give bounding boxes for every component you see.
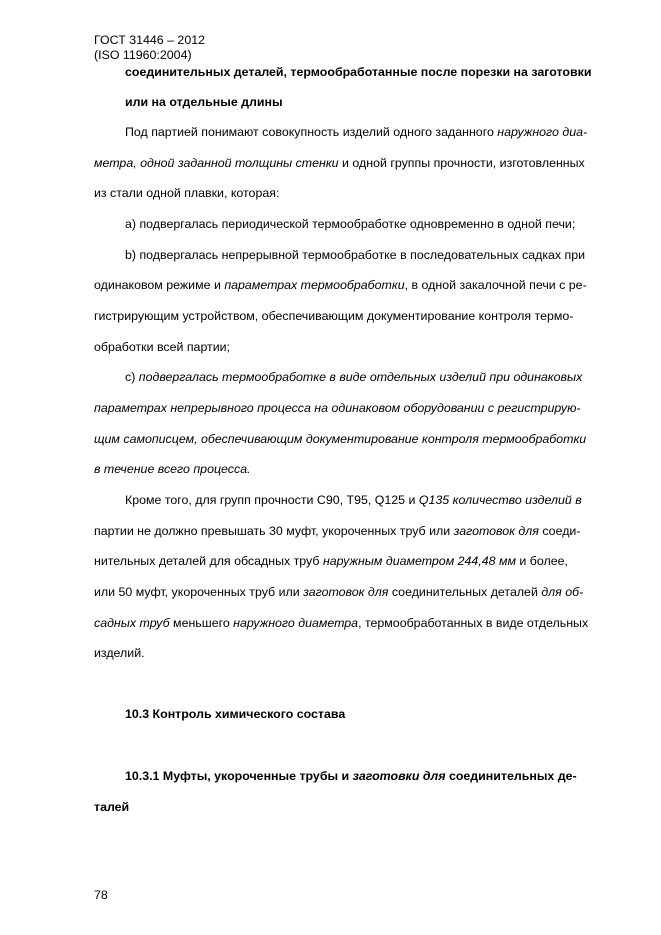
list-item-b-line-2: одинаковом режиме и параметрах термообработки, в одной закалочной печи с ре-	[94, 278, 587, 292]
paragraph-lot-line-1: Под партией понимают совокупность изделий одного заданного наружного диа-	[125, 125, 588, 139]
paragraph-limits-line-3: нительных деталей для обсадных труб наружным диаметром 244,48 мм и более,	[94, 554, 568, 568]
page-number: 78	[94, 888, 108, 902]
section-10-3-1-heading-line-2: талей	[94, 800, 130, 814]
section-10-3-1-heading-line-1: 10.3.1 Муфты, укороченные трубы и заготовки для соединительных де-	[125, 769, 577, 783]
list-item-b-line-1: b) подвергалась непрерывной термообработке в последовательных садках при	[125, 248, 586, 262]
paragraph-limits-line-2: партии не должно превышать 30 муфт, укороченных труб или заготовок для соеди-	[94, 524, 581, 538]
list-item-b-line-4: обработки всей партии;	[94, 340, 231, 354]
paragraph-limits-line-6: изделий.	[94, 646, 145, 660]
list-item-c-line-3: щим самописцем, обеспечивающим документирование контроля термообработки	[94, 432, 587, 446]
section-10-3-heading: 10.3 Контроль химического состава	[125, 707, 346, 721]
paragraph-limits-line-4: или 50 муфт, укороченных труб или заготовок для соединительных деталей для об-	[94, 585, 584, 599]
list-item-b-line-3: гистрирующим устройством, обеспечивающим документирование контроля термо-	[94, 309, 574, 323]
paragraph-lot-line-2: метра, одной заданной толщины стенки и одной группы прочности, изготовленных	[94, 156, 585, 170]
paragraph-lot-line-3: из стали одной плавки, которая:	[94, 186, 280, 200]
list-item-a: а) подвергалась периодической термообработке одновременно в одной печи;	[125, 217, 576, 231]
header-standard: ГОСТ 31446 – 2012	[94, 33, 205, 47]
header-iso: (ISO 11960:2004)	[94, 48, 192, 62]
list-item-c-line-4: в течение всего процесса.	[94, 462, 251, 476]
heading-continuation-line-2: или на отдельные длины	[125, 95, 283, 109]
paragraph-limits-line-1: Кроме того, для групп прочности С90, Т95, Q125 и Q135 количество изделий в	[125, 493, 582, 507]
paragraph-limits-line-5: садных труб меньшего наружного диаметра, термообработанных в виде отдельных	[94, 616, 589, 630]
heading-continuation-line-1: соединительных деталей, термообработанные после порезки на заготовки	[125, 65, 592, 79]
list-item-c-line-1: с) подвергалась термообработке в виде отдельных изделий при одинаковых	[125, 370, 583, 384]
list-item-c-line-2: параметрах непрерывного процесса на одинаковом оборудовании с регистрирую-	[94, 401, 581, 415]
